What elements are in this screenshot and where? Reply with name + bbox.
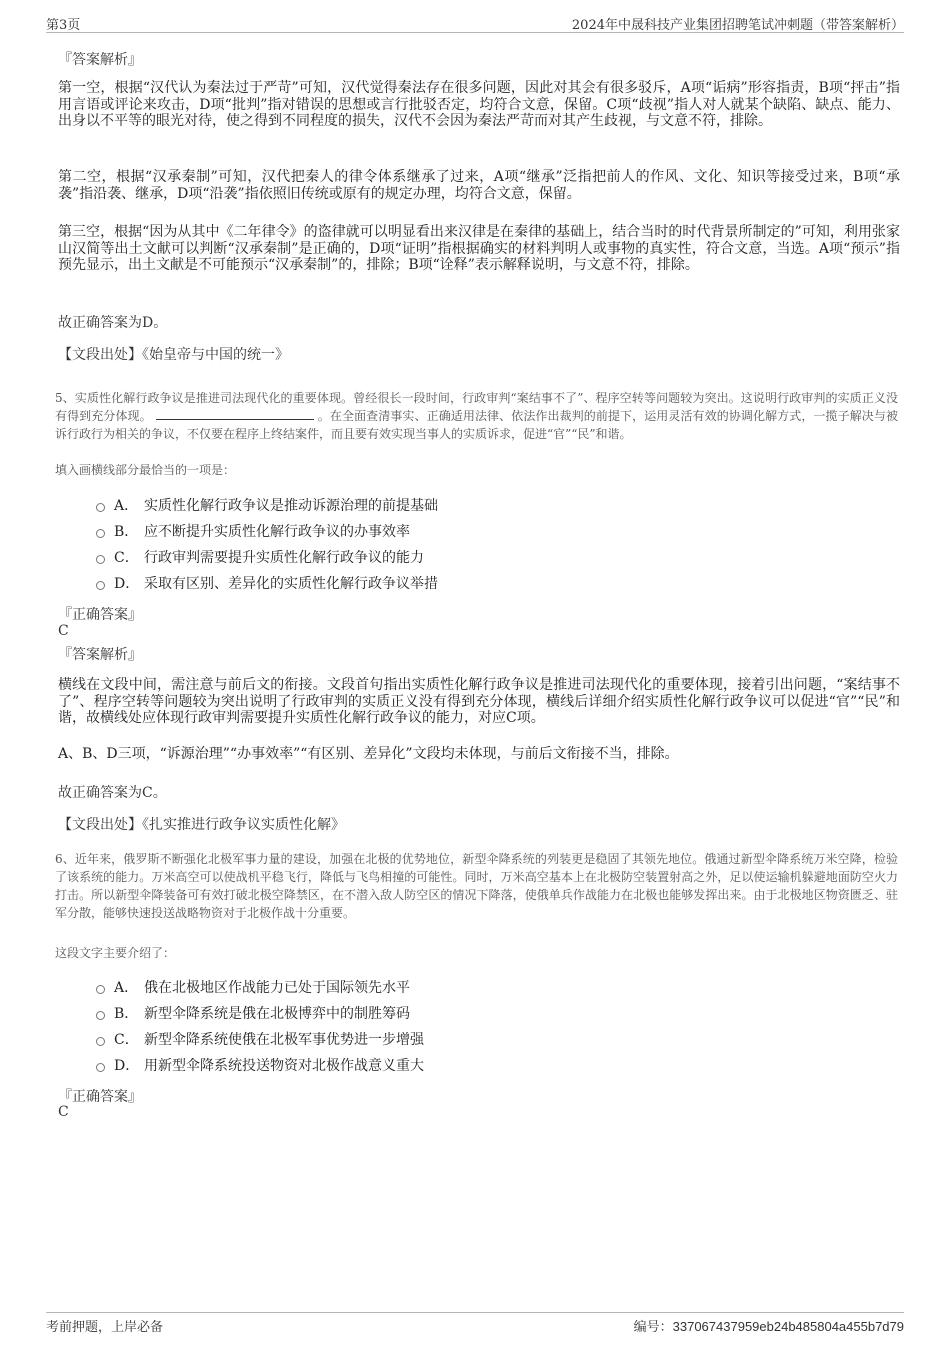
radio-icon[interactable] bbox=[96, 1011, 105, 1020]
analysis-label: 『答案解析』 bbox=[58, 52, 142, 68]
analysis-paragraph-2: 第二空，根据“汉承秦制”可知，汉代把秦人的律令体系继承了过来，A项“继承”泛指把前人的作风、文化、知识等接受过来，B项“承袭”指沿袭、继承，D项“沿袭”指依照旧传统或原有的规定办理，均符合文意，保留。 bbox=[58, 169, 900, 202]
page-number: 第3页 bbox=[46, 18, 81, 33]
document-title: 2024年中晟科技产业集团招聘笔试冲刺题（带答案解析） bbox=[571, 18, 904, 33]
option-b[interactable]: B． 应不断提升实质性化解行政争议的办事效率 bbox=[96, 523, 410, 541]
question-5-stem: 5、实质性化解行政争议是推进司法现代化的重要体现。曾经很长一段时间，行政审判“案结事不了”、程序空转等问题较为突出。这说明行政审判的实质正义没有得到充分体现。 。在全面查清事实、正确适用法律、依法作出裁判的前提下，运用灵活有效的协调化解方式，一揽子解决与被诉行政行为相关的争议，不仅要在程序上终结案件，而且要有效实现当事人的实质诉求，促进“官”“民”和谐。 bbox=[55, 391, 898, 441]
conclusion: 故正确答案为D。 bbox=[58, 315, 168, 331]
page-footer bbox=[46, 1312, 904, 1333]
analysis-label: 『答案解析』 bbox=[58, 647, 142, 663]
option-b[interactable]: B． 新型伞降系统是俄在北极博弈中的制胜筹码 bbox=[96, 1005, 410, 1023]
question-6-prompt: 这段文字主要介绍了： bbox=[55, 946, 176, 960]
conclusion: 故正确答案为C。 bbox=[58, 785, 167, 801]
page-header bbox=[46, 14, 904, 33]
correct-answer-label: 『正确答案』 bbox=[58, 1089, 142, 1105]
radio-icon[interactable] bbox=[96, 1063, 105, 1072]
analysis-paragraph-3: 第三空，根据“因为从其中《二年律令》的盗律就可以明显看出来汉律是在秦律的基础上，结合当时的时代背景所制定的”可知，利用张家山汉简等出土文献可以判断“汉承秦制”是正确的，D项“证明”指根据确实的材料判明人或事物的真实性，符合文意，当选。A项“预示”指预先显示，出土文献是不可能预示“汉承秦制”的，排除；B项“诠释”表示解释说明，与文意不符，排除。 bbox=[58, 224, 900, 273]
option-d[interactable]: D． 用新型伞降系统投送物资对北极作战意义重大 bbox=[96, 1057, 424, 1075]
analysis-paragraph-2: A、B、D三项，“诉源治理”“办事效率”“有区别、差异化”文段均未体现，与前后文衔接不当，排除。 bbox=[58, 746, 679, 762]
radio-icon[interactable] bbox=[96, 503, 105, 512]
analysis-paragraph-1: 横线在文段中间，需注意与前后文的衔接。文段首句指出实质性化解行政争议是推进司法现代化的重要体现，接着引出问题，“案结事不了”、程序空转等问题较为突出说明了行政审判的实质正义没有得到充分体现，横线后详细介绍实质性化解行政争议可以促进“官”“民”和谐，故横线处应体现行政审判需要提升实质性化解行政争议的能力，对应C项。 bbox=[58, 677, 900, 726]
radio-icon[interactable] bbox=[96, 529, 105, 538]
footer-slogan: 考前押题，上岸必备 bbox=[46, 1320, 164, 1335]
source-citation: 【文段出处】《扎实推进行政争议实质性化解》 bbox=[58, 817, 345, 833]
option-c[interactable]: C． 新型伞降系统使俄在北极军事优势进一步增强 bbox=[96, 1031, 424, 1049]
source-citation: 【文段出处】《始皇帝与中国的统一》 bbox=[58, 347, 289, 363]
document-code: 编号：337067437959eb24b485804a455b7d79 bbox=[633, 1319, 904, 1335]
answer-blank bbox=[156, 407, 314, 420]
radio-icon[interactable] bbox=[96, 985, 105, 994]
radio-icon[interactable] bbox=[96, 555, 105, 564]
radio-icon[interactable] bbox=[96, 581, 105, 590]
option-d[interactable]: D． 采取有区别、差异化的实质性化解行政争议举措 bbox=[96, 575, 438, 593]
radio-icon[interactable] bbox=[96, 1037, 105, 1046]
option-a[interactable]: A． 实质性化解行政争议是推动诉源治理的前提基础 bbox=[96, 497, 438, 515]
correct-answer-label: 『正确答案』 bbox=[58, 607, 142, 623]
question-6-stem: 6、近年来，俄罗斯不断强化北极军事力量的建设，加强在北极的优势地位，新型伞降系统的列装更是稳固了其领先地位。俄通过新型伞降系统万米空降，检验了该系统的能力。万米高空可以使战机平稳飞行，降低与飞鸟相撞的可能性。同时，万米高空基本上在北极防空装置射高之外，足以使运输机躲避地面防空火力打击。所以新型伞降装备可有效打破北极空降禁区，在不潜入敌人防空区的情况下降落，使俄单兵作战能力在北极也能够发挥出来。由于北极地区物资匮乏、驻军分散，能够快速投送战略物资对于北极作战十分重要。 bbox=[55, 852, 898, 920]
analysis-paragraph-1: 第一空，根据“汉代认为秦法过于严苛”可知，汉代觉得秦法存在很多问题，因此对其会有很多驳斥，A项“诟病”形容指责，B项“抨击”指用言语或评论来攻击，D项“批判”指对错误的思想或言行批驳否定，均符合文意，保留。C项“歧视”指人对人就某个缺陷、缺点、能力、出身以不平等的眼光对待，使之得到不同程度的损失，汉代不会因为秦法严苛而对其产生歧视，与文意不符，排除。 bbox=[58, 80, 900, 129]
option-a[interactable]: A． 俄在北极地区作战能力已处于国际领先水平 bbox=[96, 979, 410, 997]
correct-answer: C bbox=[58, 1104, 69, 1120]
option-c[interactable]: C． 行政审判需要提升实质性化解行政争议的能力 bbox=[96, 549, 424, 567]
question-5-prompt: 填入画横线部分最恰当的一项是： bbox=[55, 463, 236, 477]
correct-answer: C bbox=[58, 623, 69, 639]
